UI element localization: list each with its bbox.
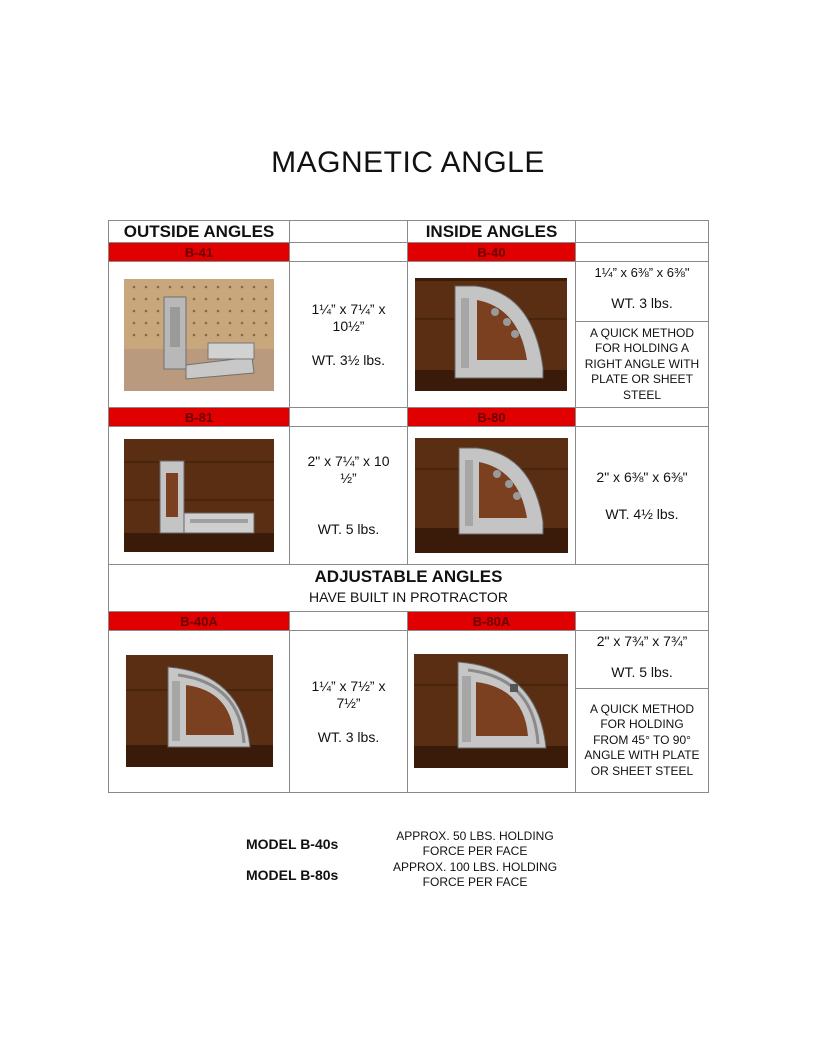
desc-b80a: A QUICK METHOD FOR HOLDING FROM 45° TO 90° ANGLE WITH PLATE OR SHEET STEEL (584, 701, 700, 778)
size-b41: 1¼” x 7¼” x 10½” (311, 300, 386, 334)
weight-b80a: WT. 5 lbs. (611, 664, 673, 680)
spec-b80 (576, 427, 708, 564)
size-b80a: 2" x 7¾” x 7¾” (596, 633, 688, 649)
footer-model-b80s: MODEL B-80s (246, 867, 339, 883)
outside-angles-header: OUTSIDE ANGLES (123, 221, 275, 241)
photo-b41 (124, 279, 274, 391)
adjustable-angles-subtitle: HAVE BUILT IN PROTRACTOR (309, 589, 508, 605)
weight-b40: WT. 3 lbs. (611, 295, 673, 311)
weight-b41: WT. 3½ lbs. (311, 351, 386, 368)
spec-b40a (290, 631, 407, 792)
size-b40: 1¼” x 6⅜” x 6⅜" (594, 265, 690, 280)
photo-b80 (415, 438, 568, 553)
model-label-b40: B-40 (408, 243, 575, 261)
inside-angles-header: INSIDE ANGLES (425, 221, 558, 241)
page-title: MAGNETIC ANGLE (271, 146, 545, 179)
weight-b81: WT. 5 lbs. (317, 521, 380, 537)
model-label-b80: B-80 (408, 408, 575, 426)
adjustable-angles-title: ADJUSTABLE ANGLES (314, 567, 503, 586)
model-label-b40a: B-40A (109, 612, 289, 630)
footer-desc-b40s: APPROX. 50 LBS. HOLDING FORCE PER FACE (396, 829, 554, 858)
photo-b40 (415, 278, 567, 391)
footer-desc-b80s: APPROX. 100 LBS. HOLDING FORCE PER FACE (392, 860, 558, 889)
desc-b40: A QUICK METHOD FOR HOLDING A RIGHT ANGLE WITH PLATE OR SHEET STEEL (584, 325, 700, 402)
spec-b81 (290, 427, 407, 564)
model-label-b80a: B-80A (408, 612, 575, 630)
weight-b40a: WT. 3 lbs. (317, 728, 380, 745)
spec-b80a (576, 631, 708, 688)
size-b80: 2" x 6⅜" x 6⅜" (596, 468, 688, 485)
model-label-b81: B-81 (109, 408, 289, 426)
footer-model-b40s: MODEL B-40s (246, 836, 339, 852)
size-b81: 2" x 7¼” x 10 ½” (307, 453, 390, 486)
photo-b80a (414, 654, 568, 768)
model-label-b41: B-41 (109, 243, 289, 261)
photo-b40a (126, 655, 273, 767)
spec-b40 (576, 262, 708, 321)
size-b40a: 1¼” x 7½” x 7½” (311, 677, 386, 711)
photo-b81 (124, 439, 274, 552)
weight-b80: WT. 4½ lbs. (605, 505, 679, 522)
spec-b41 (290, 262, 407, 407)
